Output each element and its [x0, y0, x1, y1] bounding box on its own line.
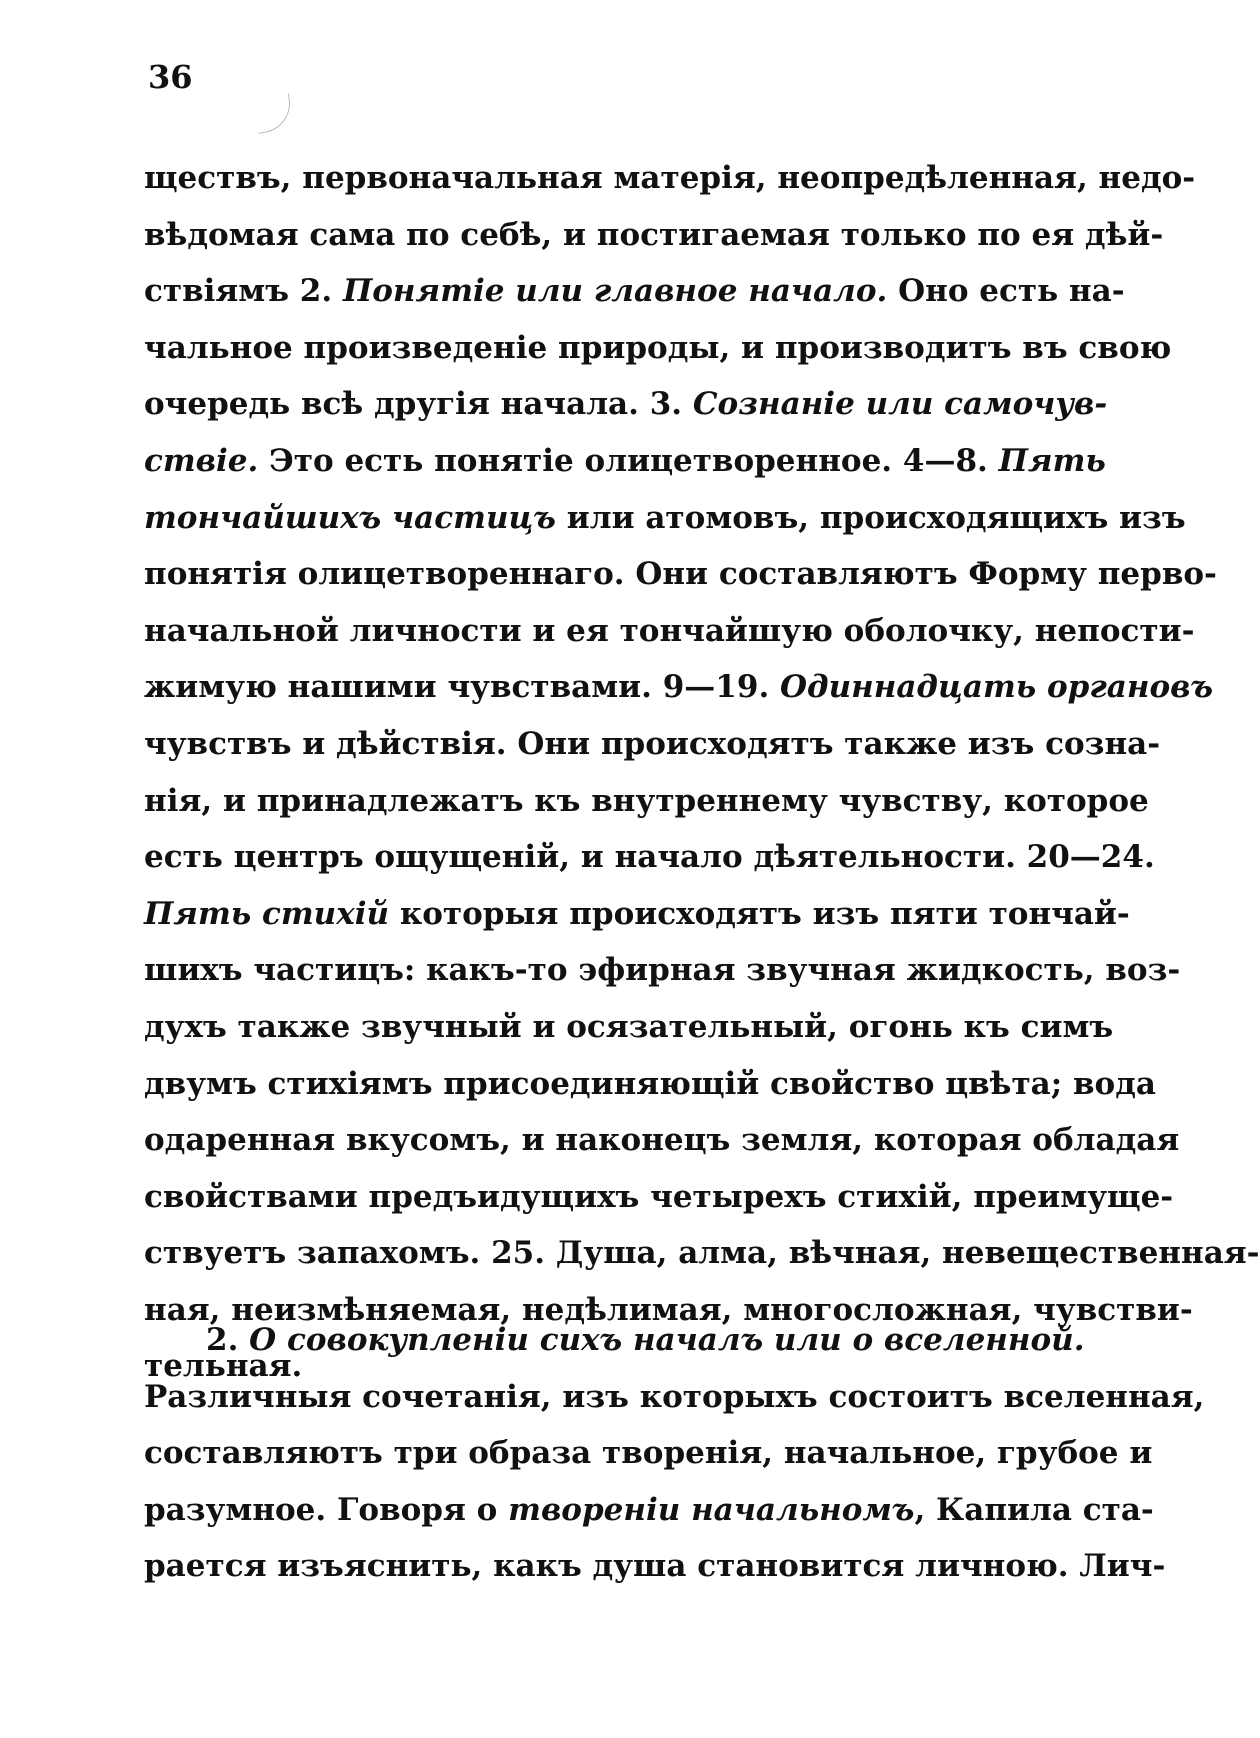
stray-ink-mark: [252, 93, 295, 134]
text-line: [144, 1169, 1174, 1226]
text-line: [144, 1056, 1156, 1113]
text-line: [144, 546, 1217, 603]
text-segment: свойствами предъидущихъ четырехъ стихій, преимуще-: [144, 1178, 1174, 1215]
text-line: [144, 1369, 1205, 1426]
text-segment: ствіямъ 2.: [144, 273, 343, 310]
italic-text-segment: Пять: [998, 442, 1106, 479]
text-line: [144, 320, 1172, 377]
italic-text-segment: Пять стихій: [144, 895, 390, 932]
text-segment: 2.: [206, 1322, 250, 1358]
italic-text-segment: тончайшихъ частицъ: [144, 499, 556, 536]
text-segment: Оно есть на-: [887, 273, 1125, 310]
page-number: 36: [148, 58, 193, 96]
text-segment: составляютъ три образа творенія, начальное, грубое и: [144, 1435, 1153, 1472]
text-line: [144, 150, 1196, 207]
text-segment: Различныя сочетанія, изъ которыхъ состоитъ вселенная,: [144, 1378, 1205, 1415]
text-segment: начальной личности и ея тончайшую оболочку, непости-: [144, 612, 1195, 649]
text-segment: двумъ стихіямъ присоединяющій свойство цвѣта; вода: [144, 1065, 1156, 1102]
text-line: [144, 1225, 1260, 1282]
italic-text-segment: Сознаніе или самочув-: [692, 386, 1108, 423]
paragraph-2: [144, 1312, 1205, 1595]
text-line: [144, 829, 1155, 886]
text-segment: шихъ частицъ: какъ-то эфирная звучная жидкость, воз-: [144, 952, 1181, 989]
text-segment: ществъ, первоначальная матерія, неопредѣленная, недо-: [144, 160, 1196, 196]
text-line: [144, 942, 1181, 999]
text-line: [144, 490, 1186, 547]
text-segment: вѣдомая сама по себѣ, и постигаемая только по ея дѣй-: [144, 216, 1164, 253]
text-segment: Это есть понятіе олицетворенное. 4—8.: [258, 442, 999, 479]
text-line: [144, 659, 1214, 716]
text-segment: ная, неизмѣняемая, недѣлимая, многосложная, чувстви-: [144, 1291, 1193, 1328]
text-segment: рается изъяснить, какъ душа становится личною. Лич-: [144, 1548, 1166, 1585]
text-line: [144, 1112, 1180, 1169]
text-segment: жимую нашими чувствами. 9—19.: [144, 669, 781, 706]
paragraph-1: [144, 150, 1260, 1395]
text-line: [144, 263, 1125, 320]
text-line: [144, 716, 1161, 773]
text-segment: тельная.: [144, 1348, 303, 1385]
text-segment: или атомовъ, происходящихъ изъ: [555, 499, 1186, 536]
text-segment: духъ также звучный и осязательный, огонь къ симъ: [144, 1008, 1114, 1045]
italic-text-segment: твореніи начальномъ: [508, 1491, 915, 1528]
text-line: [144, 1425, 1153, 1482]
italic-text-segment: Понятіе или главное начало.: [342, 273, 888, 310]
text-segment: нія, и принадлежатъ къ внутреннему чувству, которое: [144, 782, 1149, 819]
italic-text-segment: ствіе.: [144, 442, 259, 479]
text-line: [144, 1312, 1085, 1369]
text-segment: разумное. Говоря о: [144, 1491, 509, 1528]
text-segment: чальное произведеніе природы, и производитъ въ свою: [144, 329, 1172, 366]
italic-text-segment: О совокупленіи сихъ началъ или о вселенной.: [249, 1322, 1085, 1358]
text-line: [144, 773, 1149, 830]
text-segment: понятія олицетвореннаго. Они составляютъ Форму перво-: [144, 556, 1217, 593]
text-segment: одаренная вкусомъ, и наконецъ земля, которая обладая: [144, 1122, 1180, 1159]
text-segment: ствуетъ запахомъ. 25. Душа, алма, вѣчная, невещественная-: [144, 1235, 1260, 1272]
text-line: [144, 376, 1108, 433]
text-line: [144, 1538, 1166, 1595]
text-segment: очередь всѣ другія начала. 3.: [144, 386, 693, 423]
text-segment: есть центръ ощущеній, и начало дѣятельности. 20—24.: [144, 839, 1155, 876]
text-line: [144, 603, 1195, 660]
text-line: [144, 207, 1164, 264]
text-segment: чувствъ и дѣйствія. Они происходятъ также изъ созна-: [144, 725, 1161, 762]
text-line: [144, 999, 1114, 1056]
text-line: [144, 886, 1130, 943]
text-line: [144, 1482, 1154, 1539]
text-segment: , Капила ста-: [914, 1491, 1154, 1528]
text-line: [144, 433, 1106, 490]
text-segment: которыя происходятъ изъ пяти тончай-: [389, 895, 1130, 932]
italic-text-segment: Одиннадцать органовъ: [780, 669, 1214, 706]
